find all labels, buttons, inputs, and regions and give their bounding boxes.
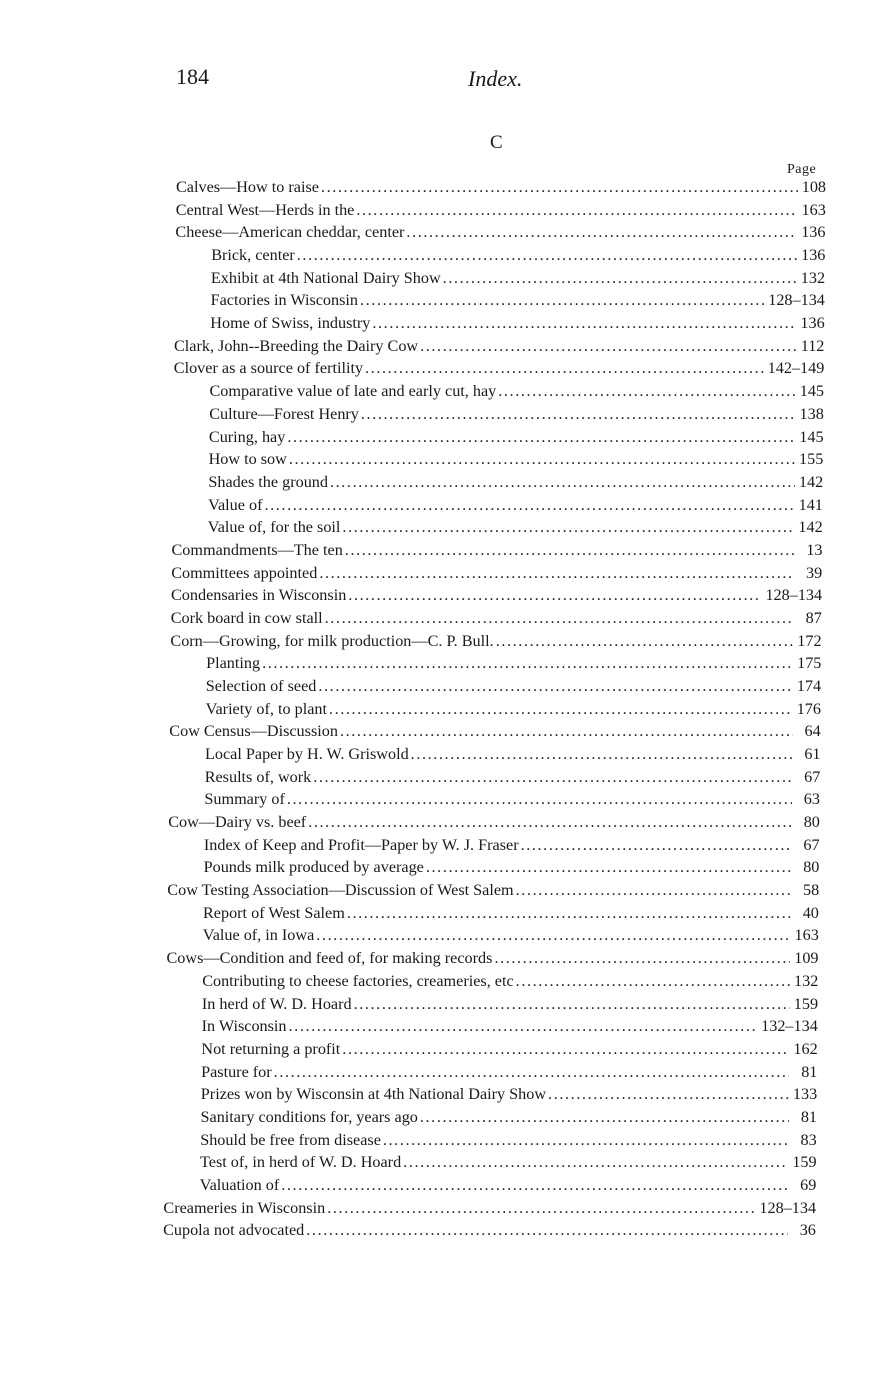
index-entry: [174, 357, 825, 379]
dot-leader: [340, 1038, 789, 1060]
index-entry: [210, 380, 825, 402]
index-entry: [203, 902, 819, 924]
entry-text: How to sow: [208, 450, 287, 469]
entry-text: Pasture for: [201, 1062, 272, 1081]
index-entry: [208, 516, 823, 538]
index-entry: [211, 267, 825, 289]
dot-leader: [314, 924, 790, 946]
entry-text: Clover as a source of fertility: [173, 359, 364, 378]
entry-text: Brick, center: [211, 246, 295, 264]
entry-text: Report of West Salem: [203, 903, 345, 922]
section-letter: C: [490, 132, 503, 153]
index-entry: [205, 766, 821, 788]
dot-leader: [319, 176, 798, 198]
index-entry: [167, 879, 819, 901]
entry-page-number: 133: [792, 1085, 818, 1104]
index-entry: [205, 743, 821, 765]
dot-leader: [404, 221, 797, 243]
index-entry: [206, 652, 821, 674]
dot-leader: [354, 199, 797, 221]
entry-page-number: 155: [799, 450, 824, 469]
dot-leader: [304, 1219, 788, 1241]
index-entry: [208, 471, 823, 493]
entry-page-number: 172: [797, 631, 822, 650]
entry-text: Prizes won by Wisconsin at 4th National Dairy Show: [200, 1085, 547, 1104]
index-entry: [176, 199, 826, 221]
entry-page-number: 145: [799, 382, 824, 401]
entry-text: Creameries in Wisconsin: [163, 1198, 326, 1217]
entry-page-number: 36: [799, 1221, 816, 1240]
dot-leader: [306, 811, 792, 833]
entry-text: Value of: [208, 495, 263, 514]
dot-leader: [409, 743, 793, 765]
entry-page-number: 132: [794, 971, 819, 990]
entry-page-number: 142: [798, 518, 823, 537]
entry-text: Value of, in Iowa: [202, 926, 315, 945]
entry-page-number: 174: [796, 677, 822, 695]
index-entry: [200, 1174, 817, 1196]
entry-text: Planting: [206, 654, 261, 673]
entry-text: Comparative value of late and early cut, hay: [209, 382, 497, 401]
dot-leader: [345, 902, 791, 924]
index-entry: [175, 221, 825, 243]
index-entry: [202, 1015, 818, 1037]
entry-page-number: 64: [804, 722, 821, 741]
entry-text: Factories in Wisconsin: [210, 291, 359, 310]
entry-page-number: 132–134: [761, 1017, 818, 1036]
dot-leader: [338, 720, 793, 742]
dot-leader: [316, 675, 792, 697]
index-entry: [204, 834, 820, 856]
dot-leader: [328, 471, 795, 493]
index-entry: [168, 811, 820, 833]
index-entry: [201, 1083, 817, 1105]
index-entry: [209, 426, 824, 448]
index-entry: [204, 856, 820, 878]
dot-leader: [494, 630, 794, 652]
dot-leader: [418, 335, 796, 357]
index-entry: [210, 312, 824, 334]
entry-page-number: 162: [793, 1039, 818, 1058]
entry-page-number: 128–134: [759, 1198, 817, 1217]
entry-text: Cows—Condition and feed of, for making records: [166, 949, 493, 968]
dot-leader: [424, 856, 792, 878]
entry-text: Local Paper by H. W. Griswold: [205, 745, 409, 763]
index-entry: [209, 448, 824, 470]
entry-text: Corn—Growing, for milk production—C. P. Bull.: [170, 631, 494, 650]
entry-page-number: 40: [802, 903, 819, 922]
dot-leader: [287, 1015, 758, 1037]
entry-text: Home of Swiss, industry: [210, 314, 371, 333]
entry-page-number: 138: [799, 404, 824, 423]
index-entry: [169, 720, 820, 742]
entry-text: Value of, for the soil: [207, 518, 341, 537]
entry-page-number: 142–149: [767, 359, 825, 378]
entry-page-number: 83: [800, 1130, 817, 1149]
entry-page-number: 63: [803, 790, 820, 809]
entry-page-number: 141: [798, 495, 823, 514]
entry-page-number: 136: [801, 223, 826, 242]
dot-leader: [496, 380, 795, 402]
entry-text: Pounds milk produced by average: [203, 858, 424, 877]
index-entry: [171, 607, 822, 629]
entry-page-number: 69: [800, 1175, 817, 1194]
dot-leader: [295, 244, 797, 266]
entry-text: Clark, John--Breeding the Dairy Cow: [174, 336, 419, 355]
index-entry: [211, 244, 825, 266]
dot-leader: [311, 766, 792, 788]
index-entry: [203, 924, 819, 946]
index-entry: [201, 1106, 818, 1128]
index-entry: [170, 630, 821, 652]
dot-leader: [401, 1151, 788, 1173]
entry-page-number: 80: [803, 858, 820, 877]
entry-page-number: 142: [798, 472, 824, 491]
entry-text: Variety of, to plant: [205, 699, 327, 718]
dot-leader: [381, 1129, 789, 1151]
page-column-heading: Page: [787, 162, 817, 177]
entry-page-number: 163: [794, 926, 819, 945]
dot-leader: [343, 539, 795, 561]
entry-page-number: 39: [806, 563, 823, 582]
dot-leader: [323, 607, 794, 629]
index-entry: [208, 494, 823, 516]
entry-text: Calves—How to raise: [176, 178, 319, 196]
dot-leader: [287, 448, 795, 470]
dot-leader: [285, 426, 795, 448]
entry-text: In Wisconsin: [201, 1017, 287, 1036]
index-entry: [171, 562, 822, 584]
entry-text: Condensaries in Wisconsin: [171, 586, 347, 605]
entry-text: Selection of seed: [205, 677, 317, 695]
entry-text: Committees appointed: [171, 563, 318, 582]
entry-text: Commandments—The ten: [171, 540, 343, 559]
index-entry: [167, 947, 819, 969]
entry-page-number: 81: [800, 1107, 817, 1126]
dot-leader: [359, 403, 796, 425]
entry-text: Cupola not advocated: [163, 1221, 305, 1240]
entry-page-number: 159: [793, 994, 819, 1013]
entry-page-number: 175: [797, 654, 822, 673]
running-title: Index.: [468, 66, 523, 91]
entry-text: Curing, hay: [208, 427, 286, 446]
entry-text: Cow Testing Association—Discussion of West Salem: [167, 881, 514, 900]
dot-leader: [363, 357, 764, 379]
index-entry: [206, 675, 821, 697]
dot-leader: [260, 652, 793, 674]
entry-page-number: 61: [804, 745, 821, 763]
entry-page-number: 128–134: [765, 586, 823, 605]
entry-text: Cow Census—Discussion: [169, 722, 338, 741]
index-entry: [163, 1197, 816, 1219]
entry-page-number: 108: [801, 178, 826, 196]
index-entry: [174, 335, 824, 357]
index-entry: [200, 1129, 817, 1151]
entry-text: In herd of W. D. Hoard: [201, 994, 352, 1013]
index-entry: [202, 993, 818, 1015]
entry-page-number: 67: [804, 767, 821, 786]
dot-leader: [358, 289, 764, 311]
dot-leader: [441, 267, 797, 289]
index-entry: [172, 539, 823, 561]
entry-text: Valuation of: [199, 1175, 280, 1194]
dot-leader: [546, 1083, 789, 1105]
entry-page-number: 159: [792, 1153, 817, 1172]
dot-leader: [272, 1061, 790, 1083]
entry-page-number: 67: [803, 835, 820, 854]
dot-leader: [492, 947, 790, 969]
index-entry: [211, 289, 825, 311]
entry-text: Index of Keep and Profit—Paper by W. J. Fraser: [203, 835, 519, 854]
entry-page-number: 176: [796, 699, 821, 718]
entry-text: Cork board in cow stall: [170, 608, 323, 627]
entry-text: Not returning a profit: [201, 1039, 341, 1058]
entry-text: Sanitary conditions for, years ago: [200, 1107, 418, 1126]
page-number: 184: [176, 64, 209, 89]
dot-leader: [285, 788, 792, 810]
index-entry: [176, 176, 826, 198]
entry-text: Test of, in herd of W. D. Hoard: [200, 1153, 402, 1172]
entry-text: Cow—Dairy vs. beef: [168, 813, 307, 831]
dot-leader: [279, 1174, 788, 1196]
dot-leader: [519, 834, 792, 856]
entry-text: Culture—Forest Henry: [209, 404, 359, 423]
entry-page-number: 112: [800, 336, 825, 355]
index-entry: [201, 1061, 817, 1083]
entry-text: Central West—Herds in the: [175, 200, 355, 219]
entry-page-number: 136: [800, 314, 825, 333]
dot-leader: [514, 970, 790, 992]
entry-page-number: 145: [799, 427, 824, 446]
index-entry: [206, 698, 821, 720]
entry-page-number: 81: [801, 1062, 818, 1081]
entry-page-number: 132: [800, 268, 826, 287]
index-entry: [171, 584, 822, 606]
dot-leader: [346, 584, 761, 606]
entry-page-number: 87: [805, 608, 822, 627]
index-entry: [200, 1151, 817, 1173]
dot-leader: [418, 1106, 789, 1128]
entry-page-number: 136: [801, 246, 826, 264]
dot-leader: [514, 879, 792, 901]
dot-leader: [340, 516, 794, 538]
dot-leader: [262, 494, 794, 516]
entry-page-number: 13: [806, 540, 823, 559]
entry-text: Contributing to cheese factories, creameries, etc: [202, 971, 514, 990]
index-entry: [202, 970, 818, 992]
index-entry: [204, 788, 820, 810]
dot-leader: [327, 698, 793, 720]
entry-page-number: 163: [801, 200, 826, 219]
entry-text: Summary of: [204, 790, 285, 809]
entry-page-number: 80: [803, 813, 820, 831]
entry-page-number: 128–134: [768, 291, 825, 310]
entry-text: Shades the ground: [208, 472, 328, 491]
entry-page-number: 109: [794, 949, 819, 968]
entry-text: Cheese—American cheddar, center: [175, 223, 405, 242]
entry-text: Exhibit at 4th National Dairy Show: [210, 268, 441, 287]
dot-leader: [370, 312, 796, 334]
entry-text: Results of, work: [204, 767, 312, 786]
index-entry: [209, 403, 824, 425]
index-entry: [201, 1038, 817, 1060]
entry-page-number: 58: [803, 881, 820, 900]
dot-leader: [317, 562, 794, 584]
entry-text: Should be free from disease: [200, 1130, 381, 1149]
dot-leader: [325, 1197, 755, 1219]
dot-leader: [352, 993, 790, 1015]
index-entry: [163, 1219, 816, 1241]
